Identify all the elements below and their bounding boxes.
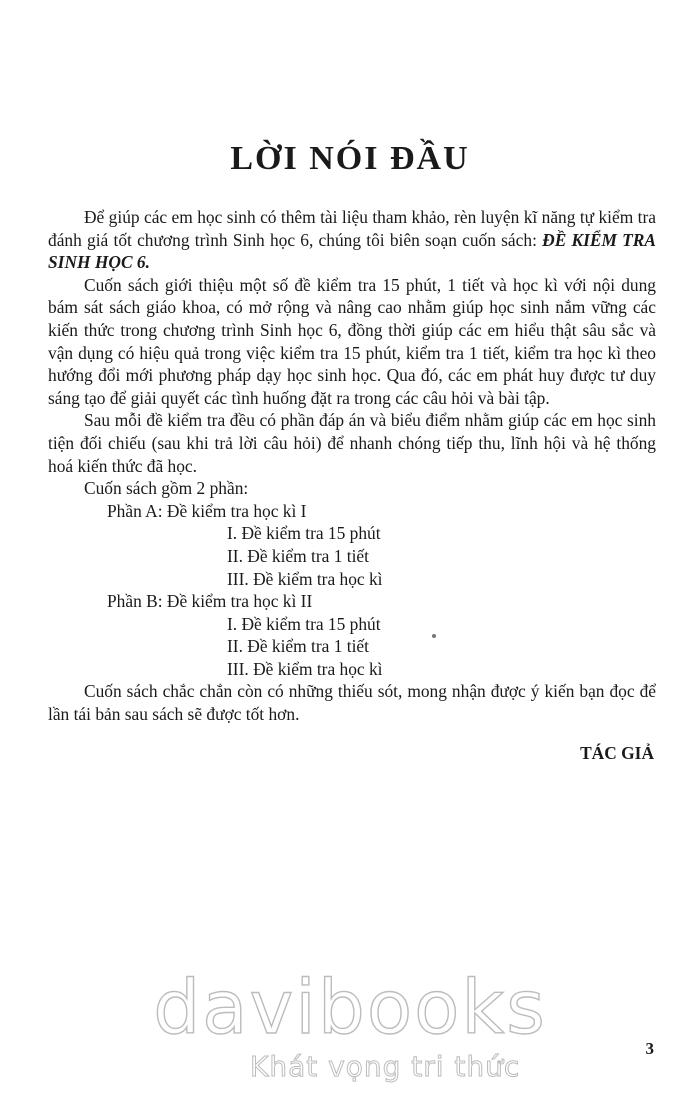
preface-body [48, 206, 656, 726]
part-a [48, 500, 656, 590]
paragraph-description: Cuốn sách giới thiệu một số đề kiểm tra 15 phút, 1 tiết và học kì với nội dung bám sát sách giáo khoa, có mở rộng và nâng cao nhằm giúp học sinh nắm vững các kiến thức trong chương trình Sinh học 6, đồng thời giúp các em hiểu thật sâu sắc và vận dụng có hiệu quả trong việc kiểm tra 15 phút, kiểm tra 1 tiết, kiểm tra học kì theo hướng đổi mới phương pháp dạy học sinh học. Qua đó, các em phát huy được tư duy sáng tạo để giải quyết các tình huống đặt ra trong các câu hỏi và bài tập. [48, 274, 656, 408]
watermark-tagline: Khát vọng tri thức [250, 1050, 521, 1083]
book-title: ĐỀ KIỂM TRA SINH HỌC 6. [48, 229, 657, 273]
paragraph-intro [48, 206, 656, 274]
part-heading: Phần A: Đề kiểm tra học kì I [107, 500, 307, 521]
structure-intro: Cuốn sách gồm 2 phần: [84, 478, 249, 499]
part-item: III. Đề kiểm tra học kì [227, 658, 383, 679]
davibooks-watermark [140, 966, 560, 1096]
page-number: 3 [645, 1039, 654, 1058]
part-item: I. Đề kiểm tra 15 phút [227, 613, 381, 634]
author-signature: TÁC GIẢ [580, 743, 654, 763]
watermark-logo-text: davibooks [153, 965, 547, 1051]
part-heading: Phần B: Đề kiểm tra học kì II [107, 591, 313, 612]
paragraph-intro-text: Để giúp các em học sinh có thêm tài liệu tham khảo, rèn luyện kĩ năng tự kiểm tra đánh giá tốt chương trình Sinh học 6, chúng tôi biên soạn cuốn sách: [48, 207, 656, 250]
page-title: LỜI NÓI ĐẦU [230, 140, 470, 177]
part-item: II. Đề kiểm tra 1 tiết [227, 636, 369, 657]
paragraph-closing: Cuốn sách chắc chắn còn có những thiếu sót, mong nhận được ý kiến bạn đọc để lần tái bản sau sách sẽ được tốt hơn. [48, 681, 656, 725]
part-item: III. Đề kiểm tra học kì [227, 568, 383, 589]
part-item: I. Đề kiểm tra 15 phút [227, 523, 381, 544]
paragraph-answers: Sau mỗi đề kiểm tra đều có phần đáp án và biểu điểm nhằm giúp các em học sinh tiện đối chiếu (sau khi trả lời câu hỏi) để nhanh chóng tiếp thu, lĩnh hội và hệ thống hoá kiến thức đã học. [48, 410, 656, 476]
part-item: II. Đề kiểm tra 1 tiết [227, 545, 369, 566]
part-b [48, 590, 656, 680]
print-speck [432, 634, 436, 638]
